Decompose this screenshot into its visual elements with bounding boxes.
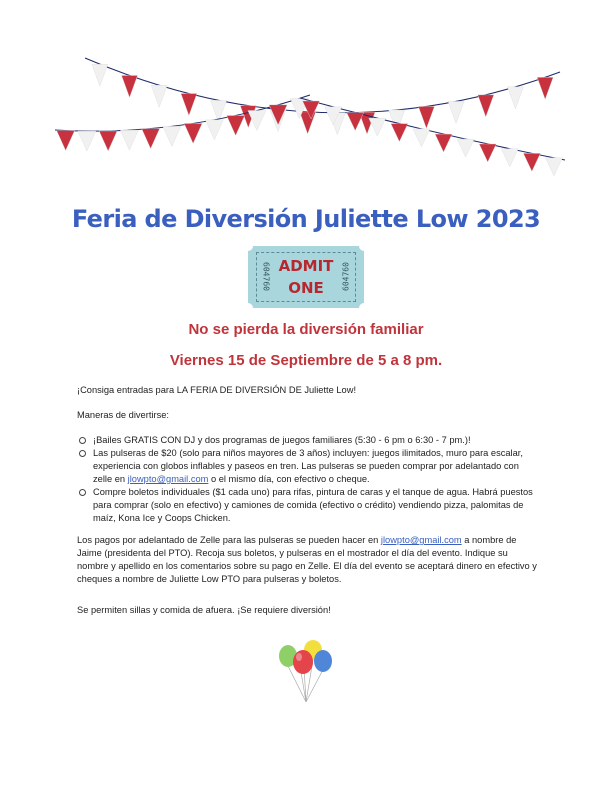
bunting-flag <box>507 87 523 109</box>
email-link[interactable]: jlowpto@gmail.com <box>127 474 209 484</box>
event-date: Viernes 15 de Septiembre de 5 a 8 pm. <box>169 352 443 369</box>
bunting-flag <box>418 106 434 128</box>
bunting-flag <box>347 113 364 131</box>
bunting-flag <box>457 139 474 157</box>
bunting-banner <box>0 0 612 180</box>
bunting-flag <box>369 118 386 136</box>
intro-text: ¡Consiga entradas para LA FERIA DE DIVERSIÓN DE Juliette Low! <box>77 385 357 395</box>
bunting-flag <box>122 75 138 97</box>
ways-label: Maneras de divertirse: <box>77 410 169 420</box>
bullet-icon <box>79 437 86 444</box>
bunting-flag <box>151 85 167 107</box>
bunting-flag <box>120 130 138 150</box>
bunting-flag <box>99 131 117 151</box>
bunting-flag <box>163 126 181 146</box>
bullet-icon <box>79 450 86 457</box>
bunting-flag <box>413 129 430 147</box>
zelle-paragraph: Los pagos por adelantado de Zelle para las pulseras se pueden hacer en jlowpto@gmail.com a nombre de Jaime (presidenta del PTO). Recoja sus boletos, y pulseras en el mostrador el día del evento. Indique su nombre y apellido en los comentarios sobre su pago en Zelle. El día del evento se aceptará dinero en efectivo y cheques a nombre de Juliette Low PTO para pulseras y boletos. <box>77 535 537 584</box>
bunting-flag <box>537 77 553 99</box>
ticket-serial-right: 604760 <box>341 262 351 291</box>
list-item: Las pulseras de $20 (solo para niños mayores de 3 años) incluyen: juegos ilimitados, muro para escalar, experiencia con globos inflables y paseos en tren. Las pulseras se pueden comprar por adelantado con zelle en jlowpto@gmail.com o el mismo día, con efectivo o cheque. <box>77 447 537 486</box>
bunting-flag <box>478 95 494 117</box>
list-item: ¡Bailes GRATIS CON DJ y dos programas de juegos familiares (5:30 - 6 pm o 6:30 - 7 pm.)! <box>77 434 537 447</box>
bunting-flag <box>523 153 540 171</box>
page-title: Feria de Diversión Juliette Low 2023 <box>71 205 541 233</box>
bunting-flag <box>448 101 464 123</box>
email-link[interactable]: jlowpto@gmail.com <box>380 535 462 545</box>
bunting-flag <box>300 112 316 134</box>
activities-list <box>77 434 537 525</box>
bunting-flag <box>142 129 160 149</box>
bunting-flag <box>181 94 197 116</box>
tagline: No se pierda la diversión familiar <box>188 321 424 338</box>
bunting-flag <box>205 120 223 140</box>
bunting-flag <box>184 123 202 143</box>
bunting-flag <box>479 144 496 162</box>
ticket-label: ADMIT ONE <box>278 257 334 297</box>
bunting-flag <box>57 131 75 151</box>
bunting-flag <box>391 124 408 142</box>
admit-one-ticket <box>248 246 364 308</box>
ticket-serial-left: 604760 <box>261 262 271 291</box>
bunting-flag <box>92 64 108 86</box>
bullet-icon <box>79 489 86 496</box>
bunting-flag <box>227 116 245 136</box>
bunting-flag <box>501 149 518 167</box>
list-item: Compre boletos individuales ($1 cada uno) para rifas, pintura de caras y el tanque de agua. Habrá puestos para comprar (solo en efectivo) y camiones de comida (efectivo o crédito) vendiendo pizza, palomitas de maíz, Kona Ice y Coops Chicken. <box>77 486 537 525</box>
chairs-text: Se permiten sillas y comida de afuera. ¡Se requiere diversión! <box>77 605 331 615</box>
bunting-flag <box>78 131 96 151</box>
balloons-icon <box>276 640 336 704</box>
bunting-flag <box>545 158 562 176</box>
bunting-flag <box>435 134 452 152</box>
